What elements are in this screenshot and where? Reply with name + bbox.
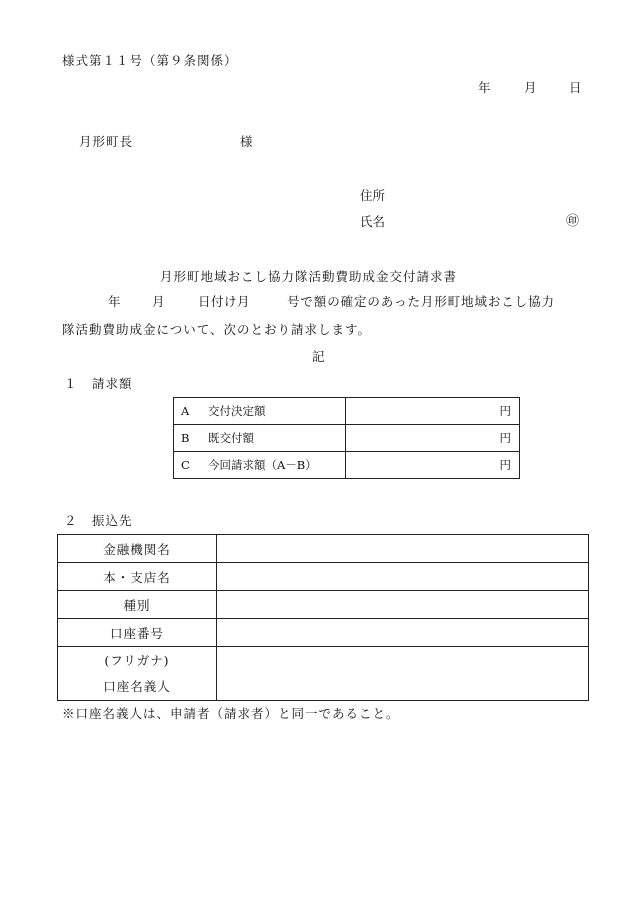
bank-table bbox=[57, 534, 589, 701]
row-label: 交付決定額 bbox=[208, 404, 266, 418]
amount-table bbox=[173, 397, 520, 479]
bank-label-cell: 金融機関名 bbox=[58, 535, 217, 563]
note-text: ※口座名義人は、申請者（請求者）と同一であること。 bbox=[62, 706, 400, 721]
row-label: 今回請求額（A－B） bbox=[208, 458, 317, 472]
section-2-number: ２ bbox=[64, 513, 77, 528]
body-line-2: 隊活動費助成金について、次のとおり請求します。 bbox=[62, 322, 372, 337]
yen-unit: 円 bbox=[499, 431, 511, 445]
account-holder-label: 口座名義人 bbox=[103, 678, 171, 694]
body-month: 月 bbox=[152, 294, 165, 309]
account-holder-label-cell bbox=[58, 647, 217, 701]
amount-label-cell bbox=[174, 398, 346, 425]
row-letter: B bbox=[181, 431, 190, 445]
body-rest: 号で額の確定のあった月形町地域おこし協力 bbox=[287, 294, 555, 309]
date-day: 日 bbox=[569, 80, 582, 95]
table-row bbox=[58, 647, 589, 701]
table-row bbox=[174, 425, 520, 452]
bank-label-cell: 種別 bbox=[58, 591, 217, 619]
ki-mark: 記 bbox=[312, 349, 325, 364]
section-1-title: 請求額 bbox=[92, 376, 133, 391]
bank-value-cell[interactable] bbox=[217, 563, 589, 591]
yen-unit: 円 bbox=[499, 404, 511, 418]
body-year: 年 bbox=[108, 294, 121, 309]
table-row bbox=[58, 563, 589, 591]
table-row bbox=[58, 535, 589, 563]
bank-value-cell[interactable] bbox=[217, 619, 589, 647]
addressee-name: 月形町長 bbox=[79, 134, 134, 149]
document-title: 月形町地域おこし協力隊活動費助成金交付請求書 bbox=[160, 269, 458, 284]
amount-label-cell bbox=[174, 452, 346, 479]
address-label: 住所 bbox=[360, 188, 386, 203]
table-row bbox=[58, 619, 589, 647]
seal-mark: ㊞ bbox=[566, 214, 580, 229]
account-holder-value-cell[interactable] bbox=[217, 647, 589, 701]
furigana-label: (フリガナ) bbox=[104, 652, 170, 668]
bank-label-cell: 本・支店名 bbox=[58, 563, 217, 591]
name-label: 氏名 bbox=[360, 214, 386, 229]
addressee-honorific: 様 bbox=[240, 134, 253, 149]
section-1-number: １ bbox=[64, 376, 77, 391]
yen-unit: 円 bbox=[499, 458, 511, 472]
amount-label-cell bbox=[174, 425, 346, 452]
table-row bbox=[174, 398, 520, 425]
amount-value-cell[interactable] bbox=[346, 425, 520, 452]
date-year: 年 bbox=[478, 80, 491, 95]
section-2-title: 振込先 bbox=[92, 513, 133, 528]
date-month: 月 bbox=[524, 80, 537, 95]
bank-value-cell[interactable] bbox=[217, 535, 589, 563]
bank-label-cell: 口座番号 bbox=[58, 619, 217, 647]
amount-value-cell[interactable] bbox=[346, 398, 520, 425]
form-number: 様式第１１号（第９条関係） bbox=[62, 53, 238, 68]
table-row bbox=[174, 452, 520, 479]
amount-value-cell[interactable] bbox=[346, 452, 520, 479]
bank-value-cell[interactable] bbox=[217, 591, 589, 619]
row-letter: A bbox=[181, 404, 190, 418]
row-letter: C bbox=[181, 458, 190, 472]
table-row bbox=[58, 591, 589, 619]
body-dated: 日付け月 bbox=[198, 294, 251, 309]
row-label: 既交付額 bbox=[208, 431, 254, 445]
